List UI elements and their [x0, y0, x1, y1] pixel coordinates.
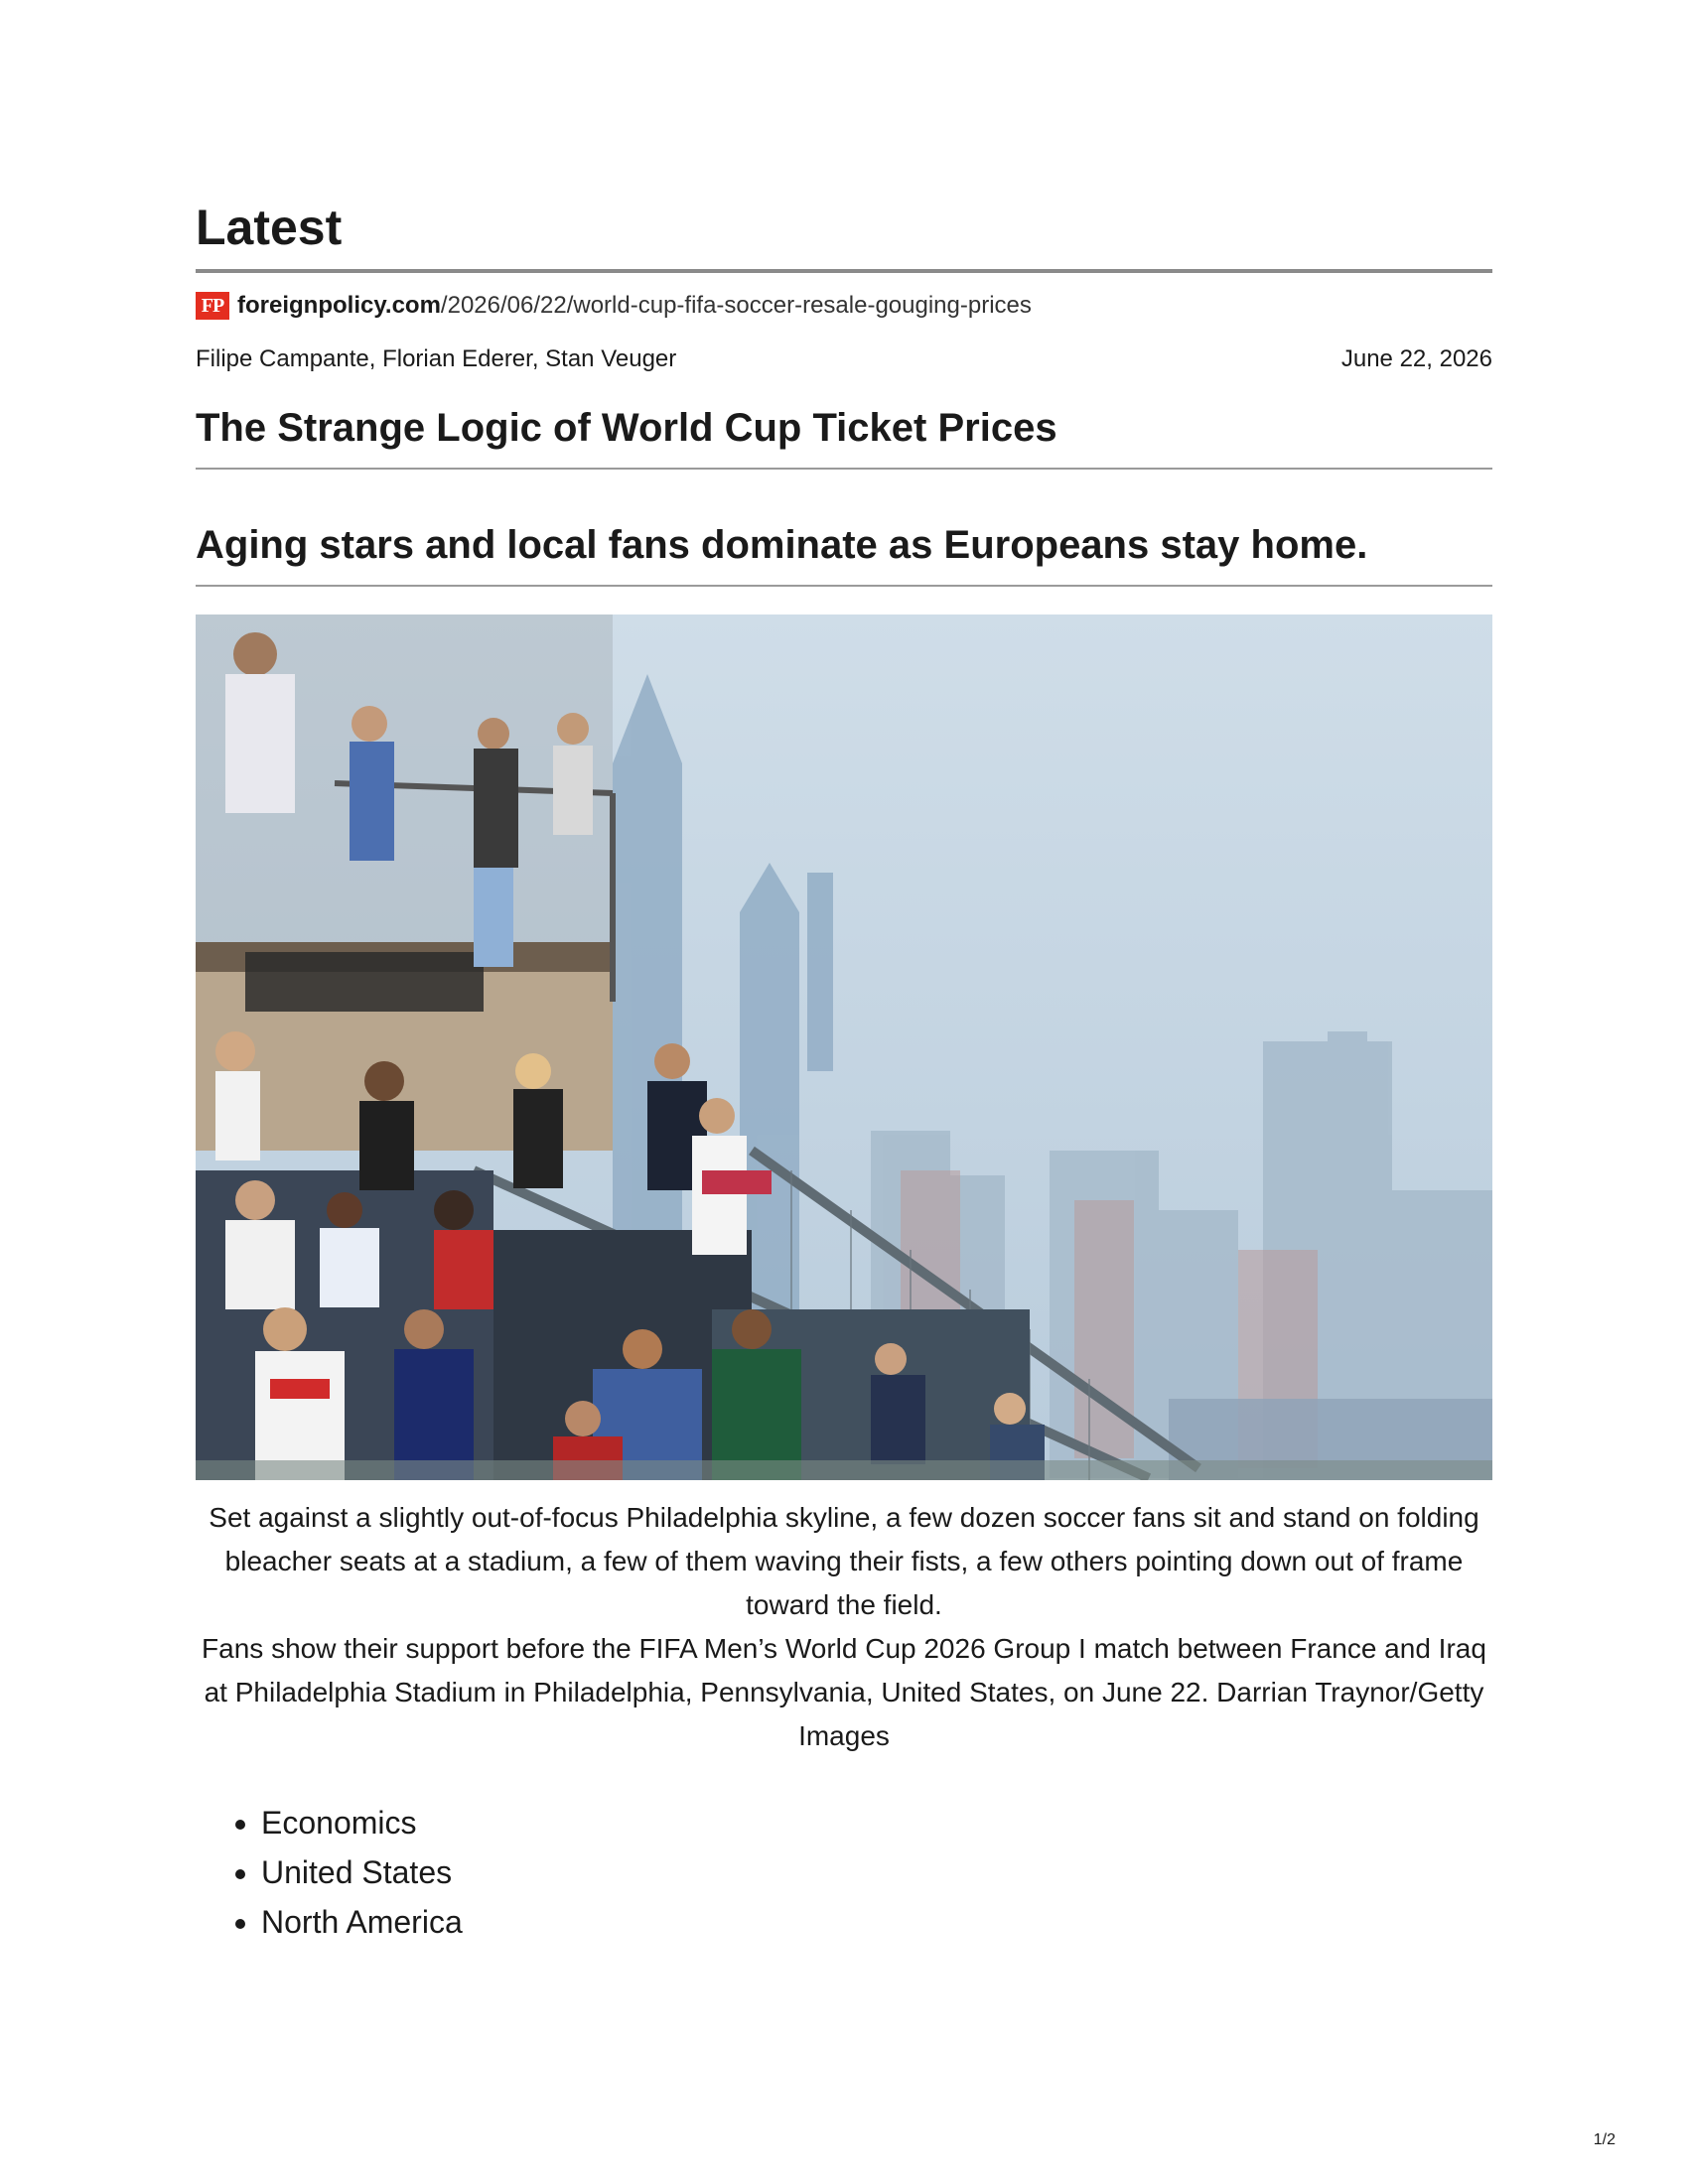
source-link[interactable] [196, 289, 1492, 323]
subtitle-divider [196, 585, 1492, 587]
hero-image [196, 614, 1492, 1480]
article-page [196, 194, 1492, 1947]
image-alt-text: Set against a slightly out-of-focus Philadelphia skyline, a few dozen soccer fans sit and stand on folding bleacher seats at a stadium, a few of them waving their fists, a few others pointing down out of frame toward the field. [209, 1502, 1479, 1620]
article-authors: Filipe Campante, Florian Ederer, Stan Veuger [196, 345, 677, 372]
tag-united-states[interactable]: • United States [261, 1847, 1492, 1897]
title-divider [196, 468, 1492, 470]
foreign-policy-logo-icon: FP [196, 292, 229, 320]
source-path: /2026/06/22/world-cup-fifa-soccer-resale-gouging-prices [440, 292, 1032, 319]
section-divider [196, 269, 1492, 273]
image-credit-caption: Fans show their support before the FIFA Men’s World Cup 2026 Group I match between France and Iraq at Philadelphia Stadium in Philadelphia, Pennsylvania, United States, on June 22. Darrian Traynor/Getty Images [202, 1633, 1486, 1751]
article-date: June 22, 2026 [1340, 345, 1492, 372]
topic-tags [196, 1798, 1492, 1947]
source-domain: foreignpolicy.com [237, 292, 441, 319]
image-caption [196, 1496, 1492, 1758]
tag-economics[interactable]: • Economics [261, 1798, 1492, 1847]
tag-north-america[interactable]: • North America [261, 1897, 1492, 1947]
article-subtitle: Aging stars and local fans dominate as Europeans stay home. [196, 523, 1368, 567]
section-title: Latest [196, 200, 343, 255]
article-title: The Strange Logic of World Cup Ticket Prices [196, 406, 1057, 450]
article-meta [196, 342, 1492, 376]
page-number: 1/2 [1593, 2131, 1616, 2148]
